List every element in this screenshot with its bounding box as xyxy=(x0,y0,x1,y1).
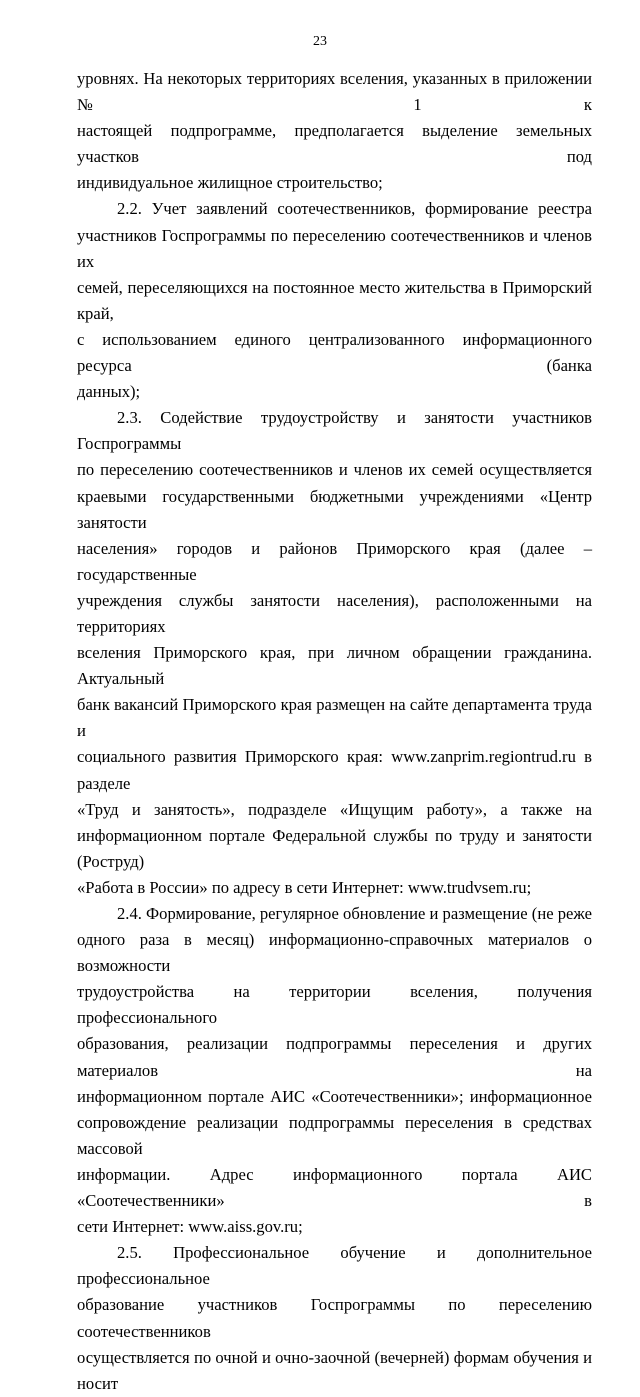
text-line: трудоустройства на территории вселения, получения профессионального xyxy=(77,982,592,1028)
text-line: информационном портале Федеральной службы по труду и занятости (Роструд) xyxy=(77,825,592,871)
text-line: информационном портале АИС «Соотечественники»; информационное xyxy=(77,1086,592,1106)
text-line: учреждения службы занятости населения), расположенными на территориях xyxy=(77,590,592,636)
text-line: настоящей подпрограмме, предполагается выделение земельных участков под xyxy=(77,121,592,167)
text-line: вселения Приморского края, при личном обращении гражданина. Актуальный xyxy=(77,643,592,689)
text-line: населения» городов и районов Приморского края (далее – государственные xyxy=(77,538,592,584)
text-line: с использованием единого централизованного информационного ресурса (банка xyxy=(77,329,592,376)
text-line: индивидуальное жилищное строительство; xyxy=(77,173,383,193)
text-line: образование участников Госпрограммы по переселению соотечественников xyxy=(77,1295,592,1341)
text-line: банк вакансий Приморского края размещен на сайте департамента труда и xyxy=(77,695,592,741)
text-line: информации. Адрес информационного портала АИС «Соотечественники» в xyxy=(77,1164,592,1211)
text-line: уровнях. На некоторых территориях вселения, указанных в приложении № 1 к xyxy=(77,69,592,115)
text-line: сети Интернет: www.aiss.gov.ru; xyxy=(77,1217,303,1237)
page-number: 23 xyxy=(313,34,327,49)
text-line: 2.2. Учет заявлений соотечественников, формирование реестра xyxy=(117,199,592,219)
text-line: семей, переселяющихся на постоянное место жительства в Приморский край, xyxy=(77,277,592,323)
text-line: краевыми государственными бюджетными учреждениями «Центр занятости xyxy=(77,486,592,532)
text-line: осуществляется по очной и очно-заочной (вечерней) формам обучения и носит xyxy=(77,1347,592,1393)
text-line: участников Госпрограммы по переселению соотечественников и членов их xyxy=(77,225,592,271)
text-line: 2.4. Формирование, регулярное обновление и размещение (не реже xyxy=(117,904,592,923)
text-line: сопровождение реализации подпрограммы переселения в средствах массовой xyxy=(77,1112,592,1158)
text-line: социального развития Приморского края: www.zanprim.regiontrud.ru в разделе xyxy=(77,747,592,793)
text-line: 2.3. Содействие трудоустройству и занятости участников Госпрограммы xyxy=(77,408,592,454)
text-line: образования, реализации подпрограммы переселения и других материалов на xyxy=(77,1034,592,1080)
text-line: данных); xyxy=(77,382,141,402)
document-body xyxy=(77,66,592,1397)
text-line: 2.5. Профессиональное обучение и дополнительное профессиональное xyxy=(77,1243,592,1289)
text-line: по переселению соотечественников и членов их семей осуществляется xyxy=(77,460,592,480)
text-line: «Работа в России» по адресу в сети Интернет: www.trudvsem.ru; xyxy=(77,877,532,897)
text-line: «Труд и занятость», подразделе «Ищущим работу», а также на xyxy=(77,799,592,819)
text-line: одного раза в месяц) информационно-справочных материалов о возможности xyxy=(77,930,592,976)
